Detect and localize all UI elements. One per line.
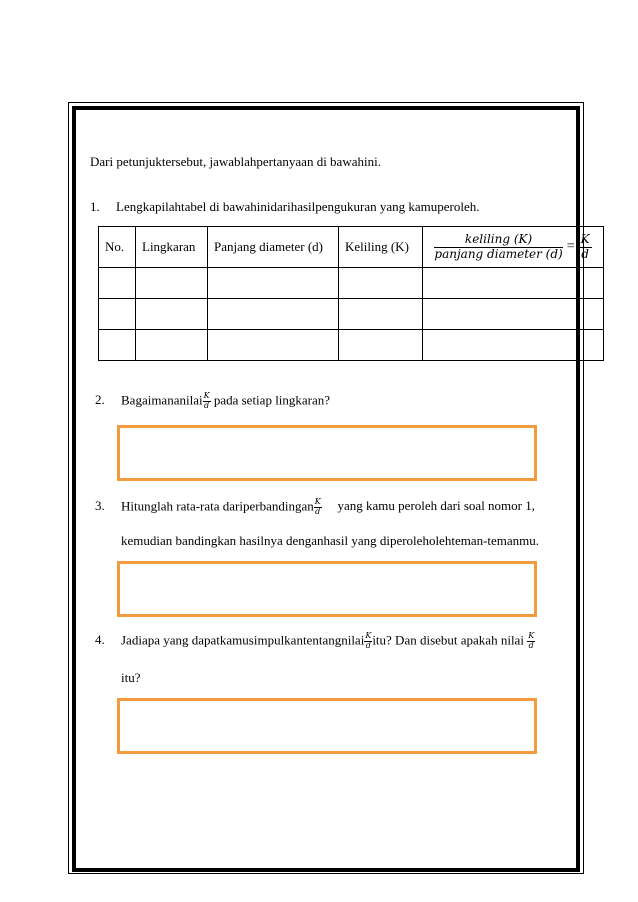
k-over-d-fraction <box>203 392 211 411</box>
table-cell[interactable] <box>136 330 208 361</box>
k-symbol: K <box>365 631 372 640</box>
question-3-number: 3. <box>95 498 105 514</box>
question-1 <box>90 199 480 215</box>
question-2-text-before: Bagaimananilai <box>121 392 203 408</box>
d-symbol: d <box>581 247 589 261</box>
d-symbol: d <box>315 506 321 516</box>
question-3-text-after: yang kamu peroleh dari soal nomor 1, <box>337 498 535 513</box>
question-4-number: 4. <box>95 632 105 648</box>
worksheet-inner-border <box>72 106 580 872</box>
ratio-fraction <box>434 233 562 261</box>
header-lingkaran: Lingkaran <box>136 227 208 268</box>
table-cell[interactable] <box>99 330 136 361</box>
table-cell[interactable] <box>136 299 208 330</box>
answer-box-3[interactable] <box>117 561 537 617</box>
ratio-numerator: keliling (K) <box>434 233 562 248</box>
table-row <box>99 299 604 330</box>
k-over-d-fraction <box>314 498 322 517</box>
header-no: No. <box>99 227 136 268</box>
table-cell[interactable] <box>136 268 208 299</box>
k-symbol: K <box>528 631 535 640</box>
intro-text: Dari petunjuktersebut, jawablahpertanyaan di bawahini. <box>90 154 381 169</box>
header-ratio <box>423 227 604 268</box>
k-symbol: K <box>579 233 592 248</box>
table-cell[interactable] <box>423 299 604 330</box>
question-4-line-2: itu? <box>121 670 141 685</box>
measurement-table <box>98 226 604 361</box>
table-cell[interactable] <box>423 330 604 361</box>
table-cell[interactable] <box>208 268 339 299</box>
table-cell[interactable] <box>339 330 423 361</box>
d-symbol: d <box>204 400 210 410</box>
k-over-d-fraction <box>527 632 535 651</box>
k-over-d-fraction <box>364 632 372 651</box>
d-symbol: d <box>365 640 371 650</box>
header-diameter: Panjang diameter (d) <box>208 227 339 268</box>
ratio-denominator: panjang diameter (d) <box>434 247 563 261</box>
table-cell[interactable] <box>99 299 136 330</box>
question-4-line-1 <box>95 632 535 651</box>
table-row <box>99 268 604 299</box>
table-cell[interactable] <box>99 268 136 299</box>
question-3-line-1 <box>95 498 535 517</box>
question-2 <box>95 392 330 411</box>
ratio-equals: = <box>566 239 575 254</box>
k-symbol: K <box>203 391 210 400</box>
answer-box-4[interactable] <box>117 698 537 754</box>
table-cell[interactable] <box>208 330 339 361</box>
question-4-text-before: Jadiapa yang dapatkamusimpulkantentangnilai <box>121 632 365 648</box>
k-over-d-fraction <box>579 233 592 261</box>
table-cell[interactable] <box>423 268 604 299</box>
table-header-row <box>99 227 604 268</box>
question-1-text: Lengkapilahtabel di bawahinidarihasilpengukuran yang kamuperoleh. <box>116 199 480 214</box>
question-3-line-2: kemudian bandingkan hasilnya denganhasil yang diperoleholehteman-temanmu. <box>121 533 540 548</box>
table-cell[interactable] <box>339 268 423 299</box>
question-2-number: 2. <box>95 392 105 408</box>
table-cell[interactable] <box>208 299 339 330</box>
table-row <box>99 330 604 361</box>
question-1-number: 1. <box>90 199 100 214</box>
k-symbol: K <box>314 497 321 506</box>
d-symbol: d <box>528 640 534 650</box>
question-4-text-middle: itu? Dan disebut apakah nilai <box>372 632 524 648</box>
answer-box-2[interactable] <box>117 425 537 481</box>
question-3-text-before: Hitunglah rata-rata dariperbandingan <box>121 498 314 514</box>
table-cell[interactable] <box>339 299 423 330</box>
question-2-text-after: pada setiap lingkaran? <box>213 392 331 408</box>
header-keliling: Keliling (K) <box>339 227 423 268</box>
